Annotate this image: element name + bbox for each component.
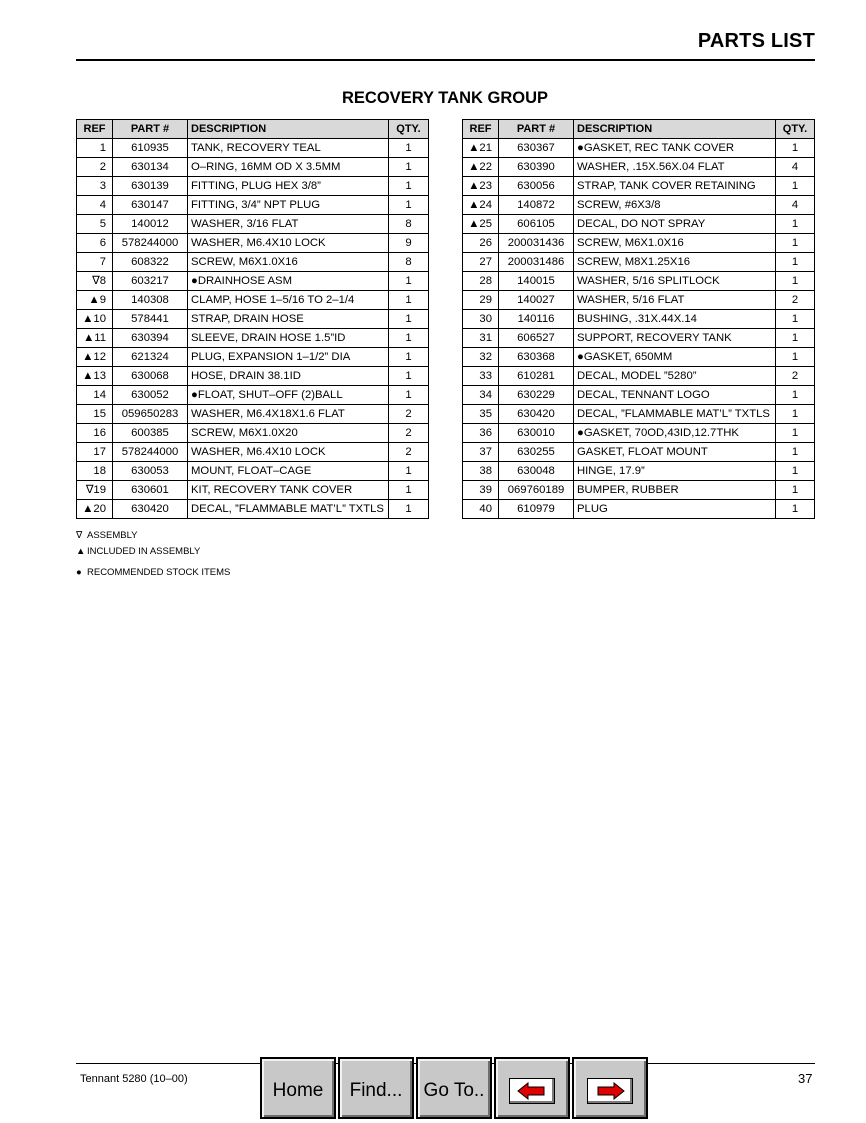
legend-recommended: [76, 567, 230, 578]
part-number-cell: 140872: [499, 196, 574, 215]
description-header: DESCRIPTION: [188, 120, 389, 139]
description-cell: PLUG, EXPANSION 1–1/2” DIA: [188, 348, 389, 367]
table-row: [463, 386, 815, 405]
qty-cell: 1: [389, 329, 429, 348]
part-number-cell: 630010: [499, 424, 574, 443]
description-cell: ●GASKET, REC TANK COVER: [574, 139, 776, 158]
qty-cell: 1: [389, 139, 429, 158]
description-cell: SCREW, M6X1.0X16: [574, 234, 776, 253]
ref-cell: 18: [77, 462, 113, 481]
qty-cell: 1: [776, 500, 815, 519]
ref-cell: 14: [77, 386, 113, 405]
ref-cell: 6: [77, 234, 113, 253]
table-header-row: [463, 120, 815, 139]
qty-cell: 1: [389, 310, 429, 329]
description-cell: WASHER, 5/16 SPLITLOCK: [574, 272, 776, 291]
ref-cell: ▲12: [77, 348, 113, 367]
part-number-cell: 630601: [113, 481, 188, 500]
table-row: [77, 196, 429, 215]
part-number-cell: 140116: [499, 310, 574, 329]
table-row: [77, 348, 429, 367]
description-cell: HINGE, 17.9”: [574, 462, 776, 481]
qty-header: QTY.: [776, 120, 815, 139]
qty-cell: 1: [776, 139, 815, 158]
table-row: [463, 158, 815, 177]
qty-cell: 1: [389, 272, 429, 291]
description-cell: O–RING, 16MM OD X 3.5MM: [188, 158, 389, 177]
table-row: [77, 367, 429, 386]
ref-header: REF: [77, 120, 113, 139]
part-number-cell: 603217: [113, 272, 188, 291]
qty-cell: 1: [389, 367, 429, 386]
qty-cell: 1: [776, 462, 815, 481]
qty-cell: 2: [389, 443, 429, 462]
table-row: [77, 462, 429, 481]
part-number-cell: 630147: [113, 196, 188, 215]
description-cell: MOUNT, FLOAT–CAGE: [188, 462, 389, 481]
ref-cell: ∇8: [77, 272, 113, 291]
part-number-cell: 630053: [113, 462, 188, 481]
goto-button[interactable]: [416, 1057, 492, 1119]
ref-cell: 4: [77, 196, 113, 215]
page-number: 37: [798, 1071, 813, 1086]
table-row: [463, 215, 815, 234]
ref-cell: ▲11: [77, 329, 113, 348]
ref-cell: 28: [463, 272, 499, 291]
ref-cell: 39: [463, 481, 499, 500]
goto-label: Go To..: [423, 1080, 485, 1101]
ref-cell: ▲10: [77, 310, 113, 329]
description-cell: DECAL, ”FLAMMABLE MAT’L” TXTLS: [188, 500, 389, 519]
table-row: [77, 234, 429, 253]
table-row: [77, 386, 429, 405]
ref-cell: 27: [463, 253, 499, 272]
part-number-cell: 069760189: [499, 481, 574, 500]
part-number-cell: 610979: [499, 500, 574, 519]
table-row: [463, 367, 815, 386]
description-cell: FITTING, PLUG HEX 3/8”: [188, 177, 389, 196]
description-cell: WASHER, M6.4X10 LOCK: [188, 443, 389, 462]
ref-cell: 34: [463, 386, 499, 405]
find-label: Find...: [349, 1080, 403, 1101]
ref-cell: 33: [463, 367, 499, 386]
description-cell: FITTING, 3/4” NPT PLUG: [188, 196, 389, 215]
part-number-cell: 610281: [499, 367, 574, 386]
assembly-symbol: ∇: [76, 530, 83, 541]
recommended-symbol: ●: [76, 567, 82, 578]
ref-cell: 26: [463, 234, 499, 253]
table-row: [463, 177, 815, 196]
ref-cell: 5: [77, 215, 113, 234]
table-row: [77, 158, 429, 177]
description-cell: DECAL, DO NOT SPRAY: [574, 215, 776, 234]
table-row: [77, 272, 429, 291]
part-number-cell: 621324: [113, 348, 188, 367]
description-header: DESCRIPTION: [574, 120, 776, 139]
qty-cell: 1: [776, 405, 815, 424]
part-number-cell: 600385: [113, 424, 188, 443]
part-number-cell: 578244000: [113, 443, 188, 462]
part-number-cell: 630134: [113, 158, 188, 177]
table-row: [463, 500, 815, 519]
description-cell: WASHER, M6.4X10 LOCK: [188, 234, 389, 253]
part-number-cell: 059650283: [113, 405, 188, 424]
description-cell: STRAP, DRAIN HOSE: [188, 310, 389, 329]
qty-cell: 1: [776, 272, 815, 291]
table-row: [463, 462, 815, 481]
description-cell: SLEEVE, DRAIN HOSE 1.5”ID: [188, 329, 389, 348]
qty-cell: 2: [389, 424, 429, 443]
table-header-row: [77, 120, 429, 139]
ref-cell: ▲25: [463, 215, 499, 234]
part-number-cell: 630368: [499, 348, 574, 367]
home-button[interactable]: [260, 1057, 336, 1119]
find-button[interactable]: [338, 1057, 414, 1119]
legend-assembly: [76, 530, 138, 541]
description-cell: SUPPORT, RECOVERY TANK: [574, 329, 776, 348]
qty-cell: 1: [389, 196, 429, 215]
description-cell: SCREW, #6X3/8: [574, 196, 776, 215]
description-cell: ●DRAINHOSE ASM: [188, 272, 389, 291]
qty-cell: 1: [389, 462, 429, 481]
description-cell: DECAL, TENNANT LOGO: [574, 386, 776, 405]
table-row: [77, 291, 429, 310]
next-page-button[interactable]: [572, 1057, 648, 1119]
legend-text: INCLUDED IN ASSEMBLY: [87, 546, 201, 557]
table-row: [77, 443, 429, 462]
legend-included: [76, 546, 200, 557]
arrow-left-icon: [509, 1078, 555, 1104]
qty-cell: 9: [389, 234, 429, 253]
description-cell: DECAL, MODEL ”5280”: [574, 367, 776, 386]
table-row: [77, 329, 429, 348]
ref-cell: 36: [463, 424, 499, 443]
table-row: [463, 291, 815, 310]
qty-cell: 2: [389, 405, 429, 424]
table-row: [463, 424, 815, 443]
part-number-cell: 630056: [499, 177, 574, 196]
qty-cell: 4: [776, 158, 815, 177]
description-cell: PLUG: [574, 500, 776, 519]
description-cell: STRAP, TANK COVER RETAINING: [574, 177, 776, 196]
qty-cell: 1: [389, 386, 429, 405]
part-number-cell: 578244000: [113, 234, 188, 253]
ref-cell: 37: [463, 443, 499, 462]
description-cell: TANK, RECOVERY TEAL: [188, 139, 389, 158]
ref-cell: 16: [77, 424, 113, 443]
ref-cell: ▲23: [463, 177, 499, 196]
ref-cell: 7: [77, 253, 113, 272]
part-number-cell: 630048: [499, 462, 574, 481]
ref-cell: ▲22: [463, 158, 499, 177]
legend-text: RECOMMENDED STOCK ITEMS: [87, 567, 231, 578]
ref-cell: ▲20: [77, 500, 113, 519]
table-row: [77, 215, 429, 234]
ref-cell: 3: [77, 177, 113, 196]
table-row: [463, 481, 815, 500]
part-number-cell: 630394: [113, 329, 188, 348]
table-row: [77, 424, 429, 443]
legend-text: ASSEMBLY: [87, 530, 138, 541]
ref-cell: 29: [463, 291, 499, 310]
table-row: [77, 481, 429, 500]
qty-cell: 1: [776, 481, 815, 500]
part-number-cell: 630420: [499, 405, 574, 424]
description-cell: ●GASKET, 70OD,43ID,12.7THK: [574, 424, 776, 443]
table-row: [463, 443, 815, 462]
ref-cell: 30: [463, 310, 499, 329]
parts-table-left: [76, 119, 429, 519]
qty-cell: 1: [776, 348, 815, 367]
part-number-cell: 630420: [113, 500, 188, 519]
description-cell: SCREW, M6X1.0X20: [188, 424, 389, 443]
table-row: [463, 329, 815, 348]
document-label: Tennant 5280 (10–00): [80, 1073, 188, 1085]
included-symbol: ▲: [76, 546, 86, 557]
qty-cell: 1: [776, 386, 815, 405]
description-cell: SCREW, M6X1.0X16: [188, 253, 389, 272]
part-number-cell: 610935: [113, 139, 188, 158]
page-title: PARTS LIST: [697, 30, 815, 52]
table-row: [463, 272, 815, 291]
description-cell: DECAL, ”FLAMMABLE MAT’L” TXTLS: [574, 405, 776, 424]
description-cell: HOSE, DRAIN 38.1ID: [188, 367, 389, 386]
description-cell: CLAMP, HOSE 1–5/16 TO 2–1/4: [188, 291, 389, 310]
ref-header: REF: [463, 120, 499, 139]
previous-page-button[interactable]: [494, 1057, 570, 1119]
qty-cell: 1: [776, 234, 815, 253]
description-cell: WASHER, M6.4X18X1.6 FLAT: [188, 405, 389, 424]
qty-cell: 2: [776, 367, 815, 386]
qty-cell: 1: [776, 177, 815, 196]
part-number-cell: 606527: [499, 329, 574, 348]
navigation-bar: [260, 1057, 650, 1123]
arrow-right-icon: [587, 1078, 633, 1104]
table-row: [77, 310, 429, 329]
part-number-cell: 140308: [113, 291, 188, 310]
description-cell: BUMPER, RUBBER: [574, 481, 776, 500]
description-cell: ●FLOAT, SHUT–OFF (2)BALL: [188, 386, 389, 405]
ref-cell: 15: [77, 405, 113, 424]
qty-cell: 1: [389, 481, 429, 500]
description-cell: ●GASKET, 650MM: [574, 348, 776, 367]
title-divider: [76, 59, 815, 61]
table-row: [77, 405, 429, 424]
table-row: [77, 500, 429, 519]
ref-cell: ∇19: [77, 481, 113, 500]
table-row: [463, 348, 815, 367]
qty-cell: 1: [776, 310, 815, 329]
table-row: [463, 253, 815, 272]
part-number-cell: 630255: [499, 443, 574, 462]
parts-table-right: [462, 119, 815, 519]
qty-cell: 1: [776, 215, 815, 234]
description-cell: KIT, RECOVERY TANK COVER: [188, 481, 389, 500]
part-number-cell: 140027: [499, 291, 574, 310]
home-label: Home: [272, 1080, 324, 1101]
table-row: [463, 405, 815, 424]
ref-cell: 1: [77, 139, 113, 158]
description-cell: WASHER, 3/16 FLAT: [188, 215, 389, 234]
qty-cell: 8: [389, 215, 429, 234]
description-cell: WASHER, .15X.56X.04 FLAT: [574, 158, 776, 177]
part-number-cell: 630367: [499, 139, 574, 158]
part-number-cell: 140012: [113, 215, 188, 234]
part-number-cell: 630052: [113, 386, 188, 405]
table-row: [77, 177, 429, 196]
qty-cell: 1: [776, 443, 815, 462]
table-row: [77, 253, 429, 272]
qty-cell: 1: [389, 348, 429, 367]
table-row: [77, 139, 429, 158]
qty-cell: 1: [776, 329, 815, 348]
description-cell: GASKET, FLOAT MOUNT: [574, 443, 776, 462]
part-number-cell: 140015: [499, 272, 574, 291]
qty-cell: 8: [389, 253, 429, 272]
group-title: RECOVERY TANK GROUP: [342, 89, 548, 107]
ref-cell: 17: [77, 443, 113, 462]
part-number-cell: 630390: [499, 158, 574, 177]
qty-cell: 1: [389, 291, 429, 310]
table-row: [463, 139, 815, 158]
part-number-cell: 200031486: [499, 253, 574, 272]
part-number-cell: 630068: [113, 367, 188, 386]
part-number-cell: 200031436: [499, 234, 574, 253]
ref-cell: 2: [77, 158, 113, 177]
qty-cell: 1: [389, 177, 429, 196]
table-row: [463, 196, 815, 215]
ref-cell: 40: [463, 500, 499, 519]
ref-cell: 35: [463, 405, 499, 424]
qty-cell: 2: [776, 291, 815, 310]
description-cell: BUSHING, .31X.44X.14: [574, 310, 776, 329]
ref-cell: 31: [463, 329, 499, 348]
part-number-cell: 630229: [499, 386, 574, 405]
ref-cell: ▲13: [77, 367, 113, 386]
ref-cell: 38: [463, 462, 499, 481]
qty-cell: 1: [389, 500, 429, 519]
ref-cell: ▲9: [77, 291, 113, 310]
qty-cell: 1: [776, 253, 815, 272]
part-header: PART #: [499, 120, 574, 139]
description-cell: WASHER, 5/16 FLAT: [574, 291, 776, 310]
ref-cell: ▲21: [463, 139, 499, 158]
part-number-cell: 606105: [499, 215, 574, 234]
description-cell: SCREW, M8X1.25X16: [574, 253, 776, 272]
part-number-cell: 578441: [113, 310, 188, 329]
table-row: [463, 310, 815, 329]
qty-header: QTY.: [389, 120, 429, 139]
qty-cell: 1: [776, 424, 815, 443]
ref-cell: 32: [463, 348, 499, 367]
qty-cell: 1: [389, 158, 429, 177]
table-row: [463, 234, 815, 253]
part-header: PART #: [113, 120, 188, 139]
qty-cell: 4: [776, 196, 815, 215]
ref-cell: ▲24: [463, 196, 499, 215]
part-number-cell: 630139: [113, 177, 188, 196]
part-number-cell: 608322: [113, 253, 188, 272]
